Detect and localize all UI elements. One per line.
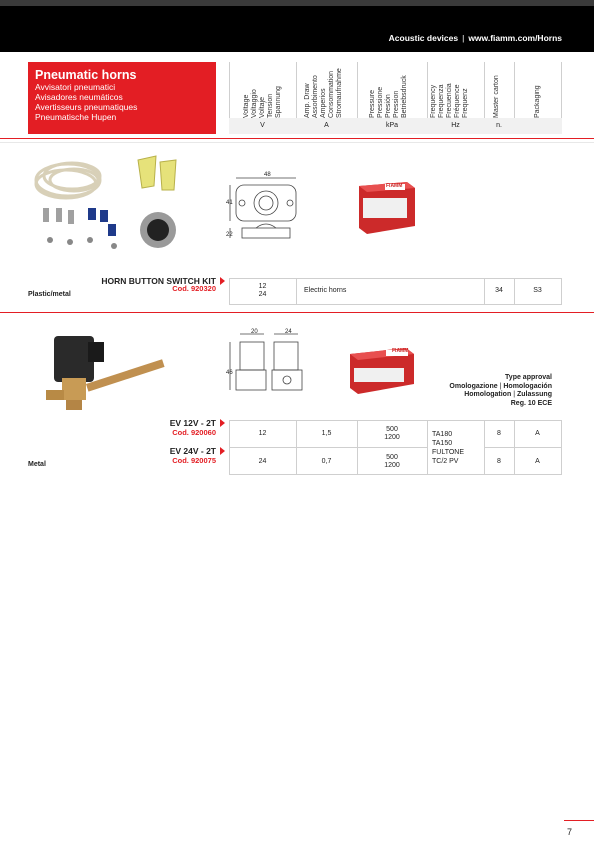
title-translation-1: Avvisatori pneumatici bbox=[35, 82, 116, 92]
box-brand-label: FIAMM bbox=[386, 183, 403, 189]
v2-pressure: 500 1200 bbox=[384, 454, 400, 469]
p1-application: Electric horns bbox=[304, 287, 347, 294]
page-accent-line bbox=[564, 820, 594, 821]
v2-amp: 0,7 bbox=[321, 458, 332, 465]
product-material: Metal bbox=[28, 461, 46, 468]
solenoid-valve-photo bbox=[40, 328, 170, 418]
col-head-voltage: Voltage Voltaggio Voltaje Tension Spannung bbox=[243, 86, 282, 118]
variant-name: EV 12V - 2T bbox=[169, 418, 216, 428]
row-divider bbox=[561, 420, 562, 474]
dim-a: 20 bbox=[251, 329, 258, 335]
product-material: Plastic/metal bbox=[28, 291, 71, 298]
v1-voltage: 12 bbox=[258, 430, 267, 437]
row-border bbox=[229, 474, 562, 475]
v1-pressure: 500 1200 bbox=[384, 426, 400, 441]
product-name: HORN BUTTON SWITCH KIT bbox=[101, 276, 216, 286]
type-approval-title: Type approval bbox=[505, 374, 552, 381]
dim-depth: 22 bbox=[226, 232, 233, 238]
unit-packaging bbox=[514, 118, 561, 133]
unit-master-carton: n. bbox=[496, 122, 502, 129]
p1-voltage: 12 24 bbox=[258, 283, 267, 298]
header-breadcrumb: Acoustic devices | www.fiamm.com/Horns bbox=[388, 33, 562, 43]
arrow-icon bbox=[220, 277, 225, 285]
type-approval-reg: Reg. 10 ECE bbox=[510, 399, 552, 407]
section-divider bbox=[0, 138, 594, 139]
header-section: Acoustic devices bbox=[388, 33, 459, 43]
v2-voltage: 24 bbox=[258, 458, 267, 465]
section-title: Pneumatic horns bbox=[35, 68, 137, 82]
v2-master-carton: 8 bbox=[497, 458, 501, 465]
v2-packaging: A bbox=[535, 458, 540, 465]
row-divider bbox=[296, 278, 297, 304]
dim-width: 48 bbox=[264, 172, 271, 178]
variant-name: EV 24V - 2T bbox=[169, 446, 216, 456]
unit-voltage: V bbox=[260, 122, 265, 129]
v1-amp: 1,5 bbox=[321, 430, 332, 437]
arrow-icon bbox=[220, 447, 225, 455]
p1-packaging: S3 bbox=[533, 287, 542, 294]
p1-master-carton: 34 bbox=[495, 287, 503, 294]
unit-pressure: kPa bbox=[385, 122, 399, 129]
title-translation-4: Pneumatische Hupen bbox=[35, 112, 117, 122]
compat-list: TA180 TA150 FULTONE TC/2 PV bbox=[432, 431, 465, 465]
product-code: Cod. 920320 bbox=[172, 284, 216, 293]
title-translation-2: Avisadores neumáticos bbox=[35, 92, 123, 102]
unit-amp: A bbox=[324, 122, 329, 129]
type-approval: Type approval Omologazione | Homologación Homologation | Zulassung Reg. 10 ECE bbox=[449, 374, 552, 407]
row-border bbox=[229, 304, 562, 305]
col-head-packaging: Packaging bbox=[534, 85, 541, 118]
row-border bbox=[229, 278, 562, 279]
section-divider bbox=[0, 312, 594, 313]
horn-button-kit-photo bbox=[28, 150, 218, 270]
row-divider bbox=[427, 420, 428, 474]
dim-b: 24 bbox=[285, 329, 292, 335]
title-translation-3: Avertisseurs pneumatiques bbox=[35, 102, 138, 112]
row-border bbox=[229, 447, 427, 448]
section-divider-light bbox=[0, 142, 594, 143]
dim-c: 46 bbox=[226, 370, 233, 376]
top-banner bbox=[0, 0, 594, 52]
variant-code: Cod. 920060 bbox=[172, 428, 216, 437]
header-url[interactable]: www.fiamm.com/Horns bbox=[468, 33, 562, 43]
top-banner-strip bbox=[0, 0, 594, 6]
dim-height: 41 bbox=[226, 200, 233, 206]
row-divider bbox=[561, 278, 562, 304]
row-border bbox=[229, 420, 562, 421]
arrow-icon bbox=[220, 419, 225, 427]
variant-code: Cod. 920075 bbox=[172, 456, 216, 465]
unit-frequency: Hz bbox=[451, 122, 460, 129]
section-title-box bbox=[28, 62, 216, 134]
col-head-master-carton: Master carton bbox=[493, 75, 500, 118]
solenoid-valve-drawing bbox=[226, 328, 306, 408]
box-brand-label: FIAMM bbox=[392, 348, 409, 354]
v1-master-carton: 8 bbox=[497, 430, 501, 437]
col-head-pressure: Pressure Pressione Presión Pression Betriebsdruck bbox=[369, 75, 408, 118]
horn-button-drawing bbox=[226, 170, 306, 250]
v1-packaging: A bbox=[535, 430, 540, 437]
row-border bbox=[484, 447, 562, 448]
page-number: 7 bbox=[566, 827, 572, 837]
col-head-amp: Amp. Draw Assorbimento Amperios Consommation Stromaufnahme bbox=[304, 68, 343, 118]
col-head-frequency: Frequency Frequenza Frecuencia Fréquence Frequenz bbox=[430, 83, 469, 118]
